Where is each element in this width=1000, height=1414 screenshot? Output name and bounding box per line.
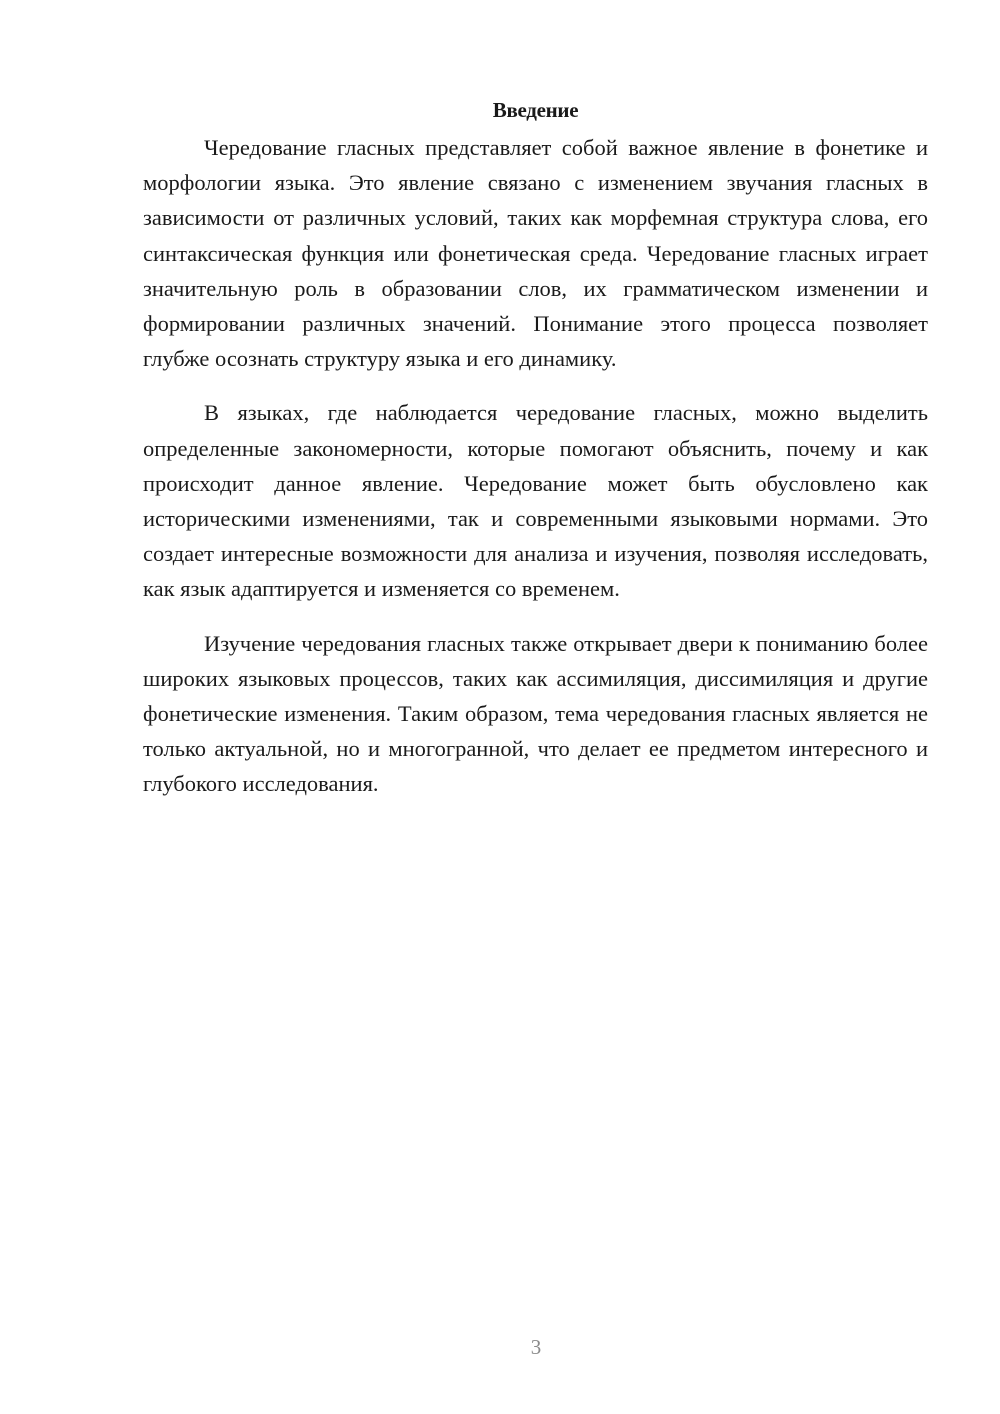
paragraph-2: В языках, где наблюдается чередование гласных, можно выделить определенные закономерности, которые помогают объяснить, почему и как происходит данное явление. Чередование может быть обусловлено как историческими изменениями, так и современными языковыми нормами. Это создает интересные возможности для анализа и изучения, позволяя исследовать, как язык адаптируется и изменяется со временем. [143, 400, 928, 602]
section-title: Введение [492, 98, 579, 122]
page-number: 3 [530, 1335, 542, 1359]
paragraph-3: Изучение чередования гласных также открывает двери к пониманию более широких языковых процессов, таких как ассимиляция, диссимиляция и другие фонетические изменения. Таким образом, тема чередования гласных является не только актуальной, но и многогранной, что делает ее предметом интересного и глубокого исследования. [143, 630, 928, 797]
paragraph-1: Чередование гласных представляет собой важное явление в фонетике и морфологии языка. Это явление связано с изменением звучания гласных в зависимости от различных условий, таких как морфемная структура слова, его синтаксическая функция или фонетическая среда. Чередование гласных играет значительную роль в образовании слов, их грамматическом изменении и формировании различных значений. Понимание этого процесса позволяет глубже осознать структуру языка и его динамику. [143, 135, 928, 372]
page-content [143, 95, 928, 821]
